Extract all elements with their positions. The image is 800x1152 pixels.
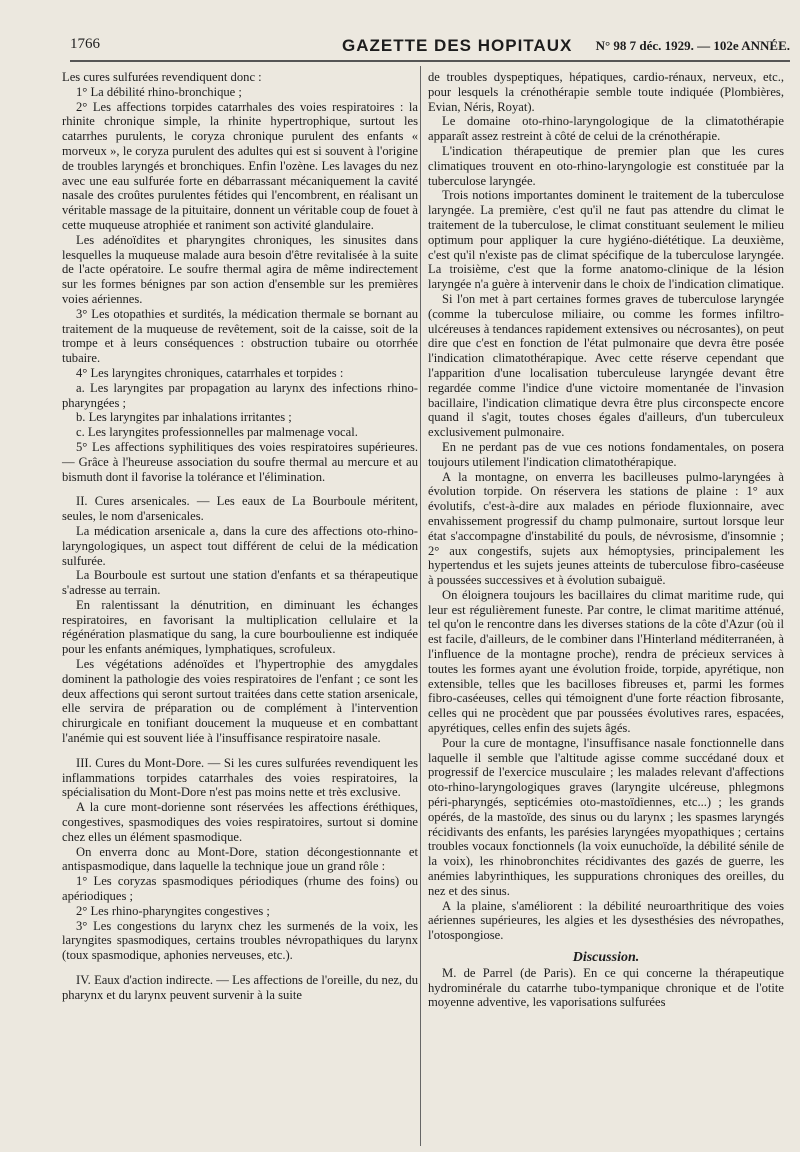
paragraph: Pour la cure de montagne, l'insuffisance nasale fonctionnelle dans laquelle il semble que l'altitude agisse comme succédané doux et progressif de l'exercice musculaire ; les malades relevant d'affections oto-rhino-laryngologiques graves (laryngite ulcéreuse, phlegmons péri-pharyngés, septicémies oto-mastoïdiennes, etc...) ; les grands opérés, de la mastoïde, des sinus ou du larynx ; les spasmes laryngés récidivants des enfants, les parésies laryngées myopathiques ; certains troubles vocaux fonctionnels (la voix eunuchoïde, la débilité sénile de la voix), les rhinobronchites récidivantes des gazés de guerre, les anémies labyrinthiques, les suppurations chroniques des oreilles, du nez et des sinus. [428, 735, 784, 898]
paragraph: a. Les laryngites par propagation au larynx des infections rhino-pharyngées ; [62, 380, 418, 410]
paragraph: Si l'on met à part certaines formes graves de tuberculose laryngée (comme la tuberculose miliaire, ou comme les formes infiltro-ulcéreuses à tendances rapidement extensives ou nécrosantes), on peut dire que c'est en fonction de l'état pulmonaire que devra être posée l'indication climatothérapique. Avec cette réserve cependant que l'apparition d'une localisation tuberculeuse laryngée devant être regardée comme l'indice d'une victoire momentanée de l'invasion bacillaire, l'indication climatique devra être plus circonspecte encore quand il s'agit, toutes choses égales d'ailleurs, d'un tuberculeux exclusivement pulmonaire. [428, 291, 784, 440]
paragraph: c. Les laryngites professionnelles par malmenage vocal. [76, 425, 358, 440]
journal-title: GAZETTE DES HOPITAUX [342, 36, 573, 55]
paragraph: 5° Les affections syphilitiques des voies respiratoires supérieures. — Grâce à l'heureuse association du soufre thermal au mercure et au bismuth dont il favorise la tolérance et l'élimination. [62, 439, 418, 484]
paragraph: Les adénoïdites et pharyngites chroniques, les sinusites dans lesquelles la muqueuse malade aura besoin d'être revitalisée à la suite de l'acte opératoire. Le soufre thermal agira de même indirectement sur les formes bénignes par son action d'ensemble sur les premières voies aériennes. [62, 232, 418, 306]
paragraph: Trois notions importantes dominent le traitement de la tuberculose laryngée. La première, c'est qu'il ne faut pas attendre du climat le traitement de la tuberculose, le climat constituant seulement le milieu optimum pour appliquer la cure hygiéno-diététique. La deuxième, c'est qu'il n'existe pas de climat spécifique de la tuberculose laryngée. La troisième, c'est que la forme anatomo-clinique de la lésion laryngée n'a guère à intervenir dans le choix de l'indication climatique. [428, 188, 784, 292]
paragraph: b. Les laryngites par inhalations irritantes ; [76, 410, 292, 425]
paragraph: En ralentissant la dénutrition, en diminuant les échanges respiratoires, en favorisant la multiplication cellulaire et la régénération plasmatique du sang, la cure bourboulienne est indiquée pour les enfants anémiques, lymphatiques, scrofuleux. [62, 597, 418, 657]
paragraph: La médication arsenicale a, dans la cure des affections oto-rhino-laryngologiques, un aspect tout différent de celui de la médication sulfurée. [62, 523, 418, 568]
discussion-heading: Discussion. [572, 950, 640, 966]
paragraph: Le domaine oto-rhino-laryngologique de la climatothérapie apparaît assez restreint à côté de celui de la crénothérapie. [428, 114, 784, 144]
paragraph: Les végétations adénoïdes et l'hypertrophie des amygdales dominent la pathologie des voies respiratoires de l'enfant ; ce sont les deux affections qui seront surtout traitées dans cette station arsenicale, elle servira de préparation ou de complément à l'intervention chirurgicale en tonifiant doucement la muqueuse et en combattant l'anémie qui est souvent liée à l'insuffisance respiratoire nasale. [62, 657, 418, 746]
paragraph: On enverra donc au Mont-Dore, station décongestionnante et antispasmodique, dans laquelle la technique joue un grand rôle : [62, 844, 418, 874]
paragraph: 2° Les affections torpides catarrhales des voies respiratoires : la rhinite chronique simple, la rhinite hypertrophique, surtout les catarrhes purulents, le coryza chronique purulent des enfants « morveux », le coryza purulent des adultes qui est si souvent à l'origine de troubles laryngés et bronchiques. Enfin l'ozène. Les lavages du nez avec une eau sulfurée forte en débarrassant mécaniquement la cavité nasale des croûtes purulentes fétides qui l'encombrent, en réalisant un véritable massage de la pituitaire, donnent un véritable coup de fouet à cette muqueuse atrophiée et raniment son activité glandulaire. [62, 99, 418, 232]
paragraph: On éloignera toujours les bacillaires du climat maritime rude, qui leur est régulièrement funeste. Par contre, le climat maritime atténué, tel qu'on le rencontre dans les diverses stations de la côte d'Azur (où il est facile, d'ailleurs, de le combiner dans l'Hinterland méditerranéen, à l'influence de la montagne proche), rendra de précieux services à toutes les formes ayant une évolution froide, torpide, apyrétique, non extensible, telles que les bacilloses fibreuses et, parmi les formes fibro-caséeuses, celles qui témoignent d'une forte réaction fibrosante, celles qui ne procèdent que par poussées évolutives rares, espacées, apyrétiques, celles enfin des sujets âgés. [428, 587, 784, 736]
section-heading-paragraph: IV. Eaux d'action indirecte. — Les affections de l'oreille, du nez, du pharynx et du larynx peuvent survenir à la suite [62, 973, 418, 1002]
paragraph: 4° Les laryngites chroniques, catarrhales et torpides : [76, 365, 344, 380]
paragraph: En ne perdant pas de vue ces notions fondamentales, on posera toujours utilement l'indication climatothérapique. [428, 439, 784, 469]
paragraph: Les cures sulfurées revendiquent donc : [62, 70, 262, 84]
paragraph: 3° Les congestions du larynx chez les surmenés de la voix, les laryngites spasmodiques, certains troubles névropathiques du larynx (toux spasmodique, aphonies nerveuses, etc.). [62, 918, 418, 963]
section-heading-paragraph: II. Cures arsenicales. — Les eaux de La Bourboule méritent, seules, le nom d'arsenicales. [62, 494, 418, 524]
paragraph: de troubles dyspeptiques, hépatiques, cardio-rénaux, nerveux, etc., pour lesquels la crénothérapie semble toute indiquée (Plombières, Evian, Néris, Royat). [428, 70, 784, 114]
column-divider [420, 66, 421, 1146]
left-column [62, 70, 418, 1003]
paragraph: A la cure mont-dorienne sont réservées les affections éréthiques, congestives, spasmodiques des voies respiratoires, surtout si domine chez elles un élément spasmodique. [62, 800, 418, 844]
paragraph: A la plaine, s'améliorent : la débilité neuroarthritique des voies aériennes supérieures, les algies et les dysesthésies des névropathes, l'otospongiose. [428, 898, 784, 943]
issue-info: N° 98 7 déc. 1929. — 102e ANNÉE. [595, 38, 790, 53]
paragraph: 2° Les rhino-pharyngites congestives ; [76, 903, 270, 918]
paragraph: 1° Les coryzas spasmodiques périodiques (rhume des foins) ou apériodiques ; [62, 874, 418, 904]
paragraph: 3° Les otopathies et surdités, la médication thermale se bornant au traitement de la muqueuse de revêtement, soit de la caisse, soit de la trompe et à leurs conséquences : obstruction tubaire ou otorrhée tubaire. [62, 306, 418, 366]
section-heading-paragraph: III. Cures du Mont-Dore. — Si les cures sulfurées revendiquent les inflammations torpides catarrhales des voies respiratoires, la spécialisation du Mont-Dore n'est pas moins nette et très exclusive. [62, 755, 418, 800]
page-number: 1766 [70, 36, 100, 52]
paragraph: M. de Parrel (de Paris). En ce qui concerne la thérapeutique hydrominérale du catarrhe tubo-tympanique chronique et de l'otite moyenne adventive, les vaporisations sulfurées [428, 965, 784, 1010]
header-rule [70, 60, 790, 62]
paragraph: A la montagne, on enverra les bacilleuses pulmo-laryngées à évolution torpide. On réservera les stations de plaine : 1° aux évolutifs, c'est-à-dire aux malades en période fluxionnaire, avec envahissement progressif du champ pulmonaire, surtout lorsque leur état s'accompagne d'instabilité du pouls, de névrosisme, d'insomnie ; 2° aux congestifs, sujets aux hémoptysies, principalement les hypertendus et les sujets jeunes atteints de tuberculose fibro-caséeuse à poussées successives et à évolution subaiguë. [428, 469, 784, 588]
paragraph: 1° La débilité rhino-bronchique ; [76, 84, 242, 99]
paragraph: La Bourboule est surtout une station d'enfants et sa thérapeutique s'adresse au terrain. [62, 568, 418, 598]
paragraph: L'indication thérapeutique de premier plan que les cures climatiques trouvent en oto-rhino-laryngologie est constituée par la tuberculose laryngée. [428, 143, 784, 188]
right-column [428, 70, 784, 1010]
